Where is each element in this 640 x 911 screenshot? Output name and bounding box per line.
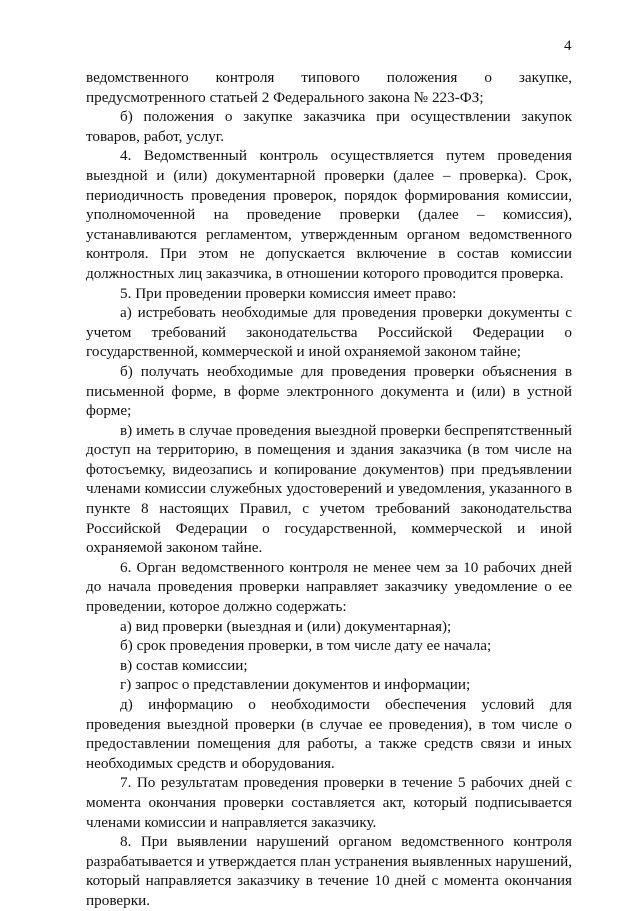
paragraph-6a: а) вид проверки (выездная и (или) документарная); [120,617,452,635]
paragraph-5: 5. При проведении проверки комиссия имеет право: [120,284,457,302]
paragraph-continuation: ведомственного контроля типового положения о закупке, предусмотренного статьей 2 Федерального закона № 223-ФЗ; [86,69,572,106]
paragraph-7: 7. По результатам проведения проверки в течение 5 рабочих дней с момента окончания проверки составляется акт, который подписывается членами комиссии и направляется заказчику. [86,774,572,831]
paragraph-5v: в) иметь в случае проведения выездной проверки беспрепятственный доступ на территорию, в помещения и здания заказчика (в том числе на фотосъемку, видеозапись и копирование документов) при предъявлении членами комиссии служебных удостоверений и уведомления, указанного в пункте 8 настоящих Правил, с учетом требований законодательства Российской Федерации о государственной, коммерческой и иной охраняемой законом тайне. [86,421,572,557]
paragraph-6v: в) состав комиссии; [120,656,248,674]
paragraph-6d: д) информацию о необходимости обеспечения условий для проведения выездной проверки (в случае ее проведения), в том числе о предоставлении помещения для работы, а также средств связи и иных необходимых средств и оборудования. [86,696,572,772]
paragraph-6g: г) запрос о представлении документов и информации; [120,676,471,694]
paragraph-5a: а) истребовать необходимые для проведения проверки документы с учетом требований законодательства Российской Федерации о государственной, коммерческой и иной охраняемой законом тайне; [86,304,572,361]
paragraph-5b: б) получать необходимые для проведения проверки объяснения в письменной форме, в форме электронного документа и (или) в устной форме; [86,362,572,420]
paragraph-3b: б) положения о закупке заказчика при осуществлении закупок товаров, работ, услуг. [86,108,572,145]
paragraph-4: 4. Ведомственный контроль осуществляется путем проведения выездной и (или) документарной проверки (далее – проверка). Срок, периодичность проведения проверок, порядок формирования комиссии, уполномоченной на проведение проверки (далее – комиссия), устанавливаются регламентом, утвержденным органом ведомственного контроля. При этом не допускается включение в состав комиссии должностных лиц заказчика, в отношении которого проводится проверка. [86,147,572,282]
page-number: 4 [564,38,572,54]
paragraph-6b: б) срок проведения проверки, в том числе дату ее начала; [120,637,492,655]
document-body [86,68,572,911]
paragraph-8: 8. При выявлении нарушений органом ведомственного контроля разрабатывается и утверждается план устранения выявленных нарушений, который направляется заказчику в течение 10 дней с момента окончания проверки. [86,833,572,909]
paragraph-6: 6. Орган ведомственного контроля не менее чем за 10 рабочих дней до начала проведения проверки направляет заказчику уведомление о ее проведении, которое должно содержать: [86,558,572,616]
